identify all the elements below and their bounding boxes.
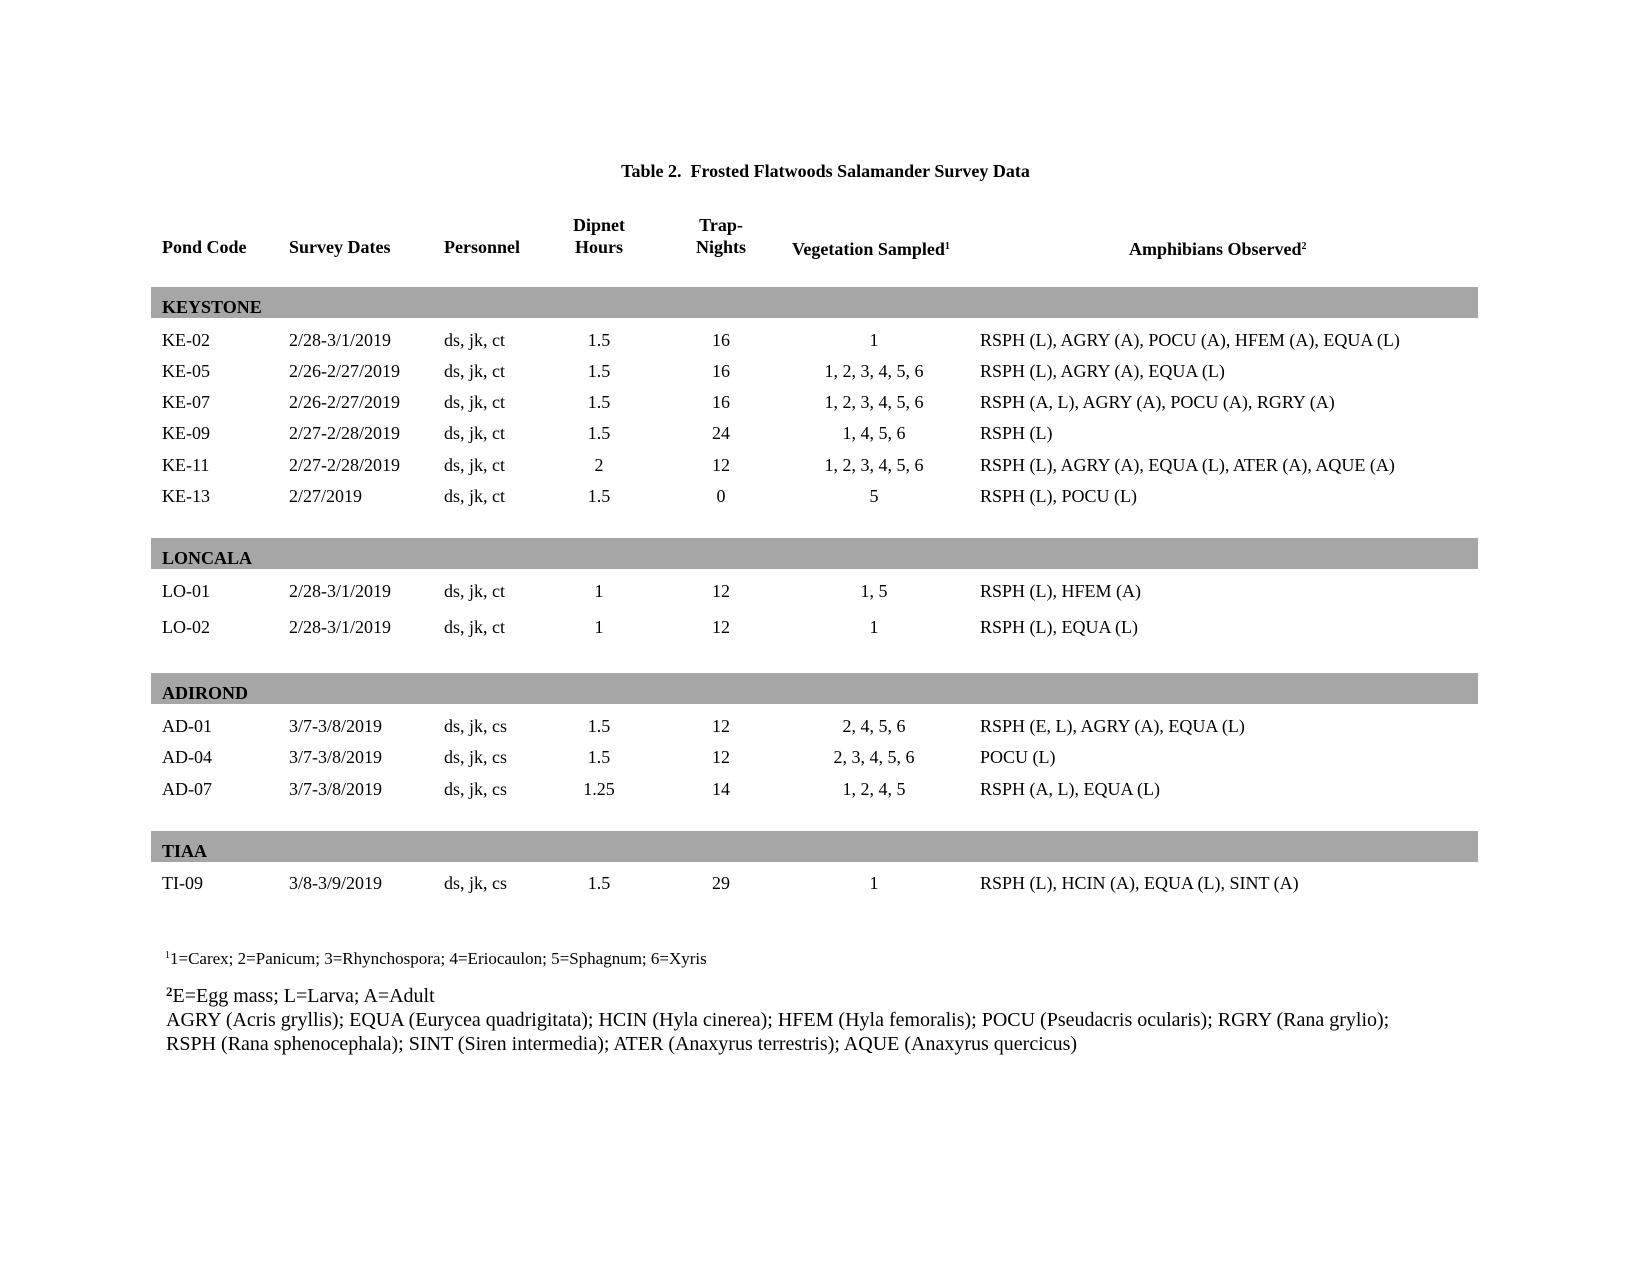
table-row xyxy=(0,779,1651,805)
header-vegetation-sup: 1 xyxy=(944,241,950,252)
cell-vegetation: 1, 2, 4, 5 xyxy=(842,779,906,799)
group-band xyxy=(151,673,1478,704)
cell-amphibians: RSPH (A, L), EQUA (L) xyxy=(980,779,1160,799)
cell-personnel: ds, jk, ct xyxy=(444,361,505,381)
cell-trap-nights: 14 xyxy=(712,779,730,799)
cell-pond-code: LO-01 xyxy=(162,581,210,601)
table-row xyxy=(0,392,1651,418)
cell-vegetation: 5 xyxy=(869,486,879,506)
cell-dipnet-hours: 1.5 xyxy=(587,873,611,893)
cell-amphibians: RSPH (L), EQUA (L) xyxy=(980,617,1138,637)
group-label: ADIROND xyxy=(162,683,249,703)
header-vegetation-label: Vegetation Sampled xyxy=(792,239,945,259)
cell-trap-nights: 16 xyxy=(712,330,730,350)
cell-survey-dates: 3/7-3/8/2019 xyxy=(289,747,382,767)
cell-personnel: ds, jk, ct xyxy=(444,617,505,637)
header-dipnet-line1: Dipnet xyxy=(572,215,625,235)
cell-survey-dates: 2/27/2019 xyxy=(289,486,363,506)
cell-trap-nights: 24 xyxy=(712,423,730,443)
cell-dipnet-hours: 1.5 xyxy=(587,330,611,350)
cell-trap-nights: 29 xyxy=(712,873,730,893)
cell-pond-code: AD-01 xyxy=(162,716,212,736)
page-title: Table 2. Frosted Flatwoods Salamander Survey Data xyxy=(621,161,1030,181)
cell-pond-code: KE-02 xyxy=(162,330,210,350)
cell-personnel: ds, jk, ct xyxy=(444,486,505,506)
cell-amphibians: RSPH (L), HCIN (A), EQUA (L), SINT (A) xyxy=(980,873,1299,893)
cell-vegetation: 1 xyxy=(869,330,879,350)
cell-survey-dates: 2/28-3/1/2019 xyxy=(289,330,391,350)
table-row xyxy=(0,747,1651,773)
footnote1-sup: 1 xyxy=(165,950,170,961)
cell-trap-nights: 12 xyxy=(712,716,730,736)
cell-vegetation: 1, 2, 3, 4, 5, 6 xyxy=(824,455,924,475)
cell-pond-code: KE-13 xyxy=(162,486,210,506)
cell-dipnet-hours: 1 xyxy=(594,581,604,601)
header-trap-line1: Trap- xyxy=(699,215,743,235)
cell-personnel: ds, jk, ct xyxy=(444,455,505,475)
header-amphibians-sup: 2 xyxy=(1301,241,1307,252)
cell-pond-code: AD-04 xyxy=(162,747,212,767)
table-row xyxy=(0,455,1651,481)
table-row xyxy=(0,361,1651,387)
cell-dipnet-hours: 1.5 xyxy=(587,747,611,767)
cell-survey-dates: 2/26-2/27/2019 xyxy=(289,392,400,412)
cell-amphibians: RSPH (A, L), AGRY (A), POCU (A), RGRY (A) xyxy=(980,392,1335,412)
cell-vegetation: 2, 4, 5, 6 xyxy=(842,716,906,736)
cell-pond-code: KE-07 xyxy=(162,392,210,412)
cell-dipnet-hours: 2 xyxy=(594,455,604,475)
group-band xyxy=(151,287,1478,318)
cell-personnel: ds, jk, cs xyxy=(444,716,507,736)
table-row xyxy=(0,581,1651,607)
table-row xyxy=(0,617,1651,643)
cell-vegetation: 2, 3, 4, 5, 6 xyxy=(833,747,915,767)
cell-dipnet-hours: 1.5 xyxy=(587,361,611,381)
header-dipnet-hours xyxy=(549,214,649,258)
cell-dipnet-hours: 1.5 xyxy=(587,423,611,443)
header-amphibians-label: Amphibians Observed xyxy=(1129,239,1302,259)
cell-vegetation: 1 xyxy=(869,873,879,893)
cell-vegetation: 1, 4, 5, 6 xyxy=(842,423,906,443)
header-amphibians-observed xyxy=(1129,236,1307,260)
cell-personnel: ds, jk, cs xyxy=(444,779,507,799)
group-label: TIAA xyxy=(162,841,208,861)
cell-trap-nights: 16 xyxy=(712,361,730,381)
footnote-amphibians xyxy=(166,980,1466,1056)
cell-amphibians: RSPH (L) xyxy=(980,423,1053,443)
cell-personnel: ds, jk, ct xyxy=(444,581,505,601)
cell-amphibians: RSPH (L), AGRY (A), POCU (A), HFEM (A), EQUA (L) xyxy=(980,330,1400,350)
cell-amphibians: RSPH (L), AGRY (A), EQUA (L), ATER (A), AQUE (A) xyxy=(980,455,1395,475)
cell-trap-nights: 12 xyxy=(712,455,730,475)
cell-trap-nights: 0 xyxy=(716,486,726,506)
cell-amphibians: RSPH (L), AGRY (A), EQUA (L) xyxy=(980,361,1225,381)
cell-survey-dates: 3/7-3/8/2019 xyxy=(289,779,382,799)
header-survey-dates: Survey Dates xyxy=(289,237,391,257)
cell-dipnet-hours: 1.25 xyxy=(583,779,615,799)
cell-personnel: ds, jk, ct xyxy=(444,423,505,443)
cell-trap-nights: 12 xyxy=(712,581,730,601)
footnote-vegetation xyxy=(165,949,707,969)
group-label: KEYSTONE xyxy=(162,297,262,317)
footnote2-line2: AGRY (Acris gryllis); EQUA (Eurycea quadrigitata); HCIN (Hyla cinerea); HFEM (Hyla femoralis); POCU (Pseudacris ocularis); RGRY (Rana grylio); xyxy=(166,1009,1390,1031)
header-trap-line2: Nights xyxy=(695,237,746,257)
table-row xyxy=(0,423,1651,449)
table-row xyxy=(0,330,1651,356)
cell-dipnet-hours: 1.5 xyxy=(587,716,611,736)
cell-amphibians: POCU (L) xyxy=(980,747,1056,767)
cell-vegetation: 1 xyxy=(869,617,879,637)
header-vegetation-sampled xyxy=(792,236,950,260)
cell-personnel: ds, jk, ct xyxy=(444,330,505,350)
cell-pond-code: KE-11 xyxy=(162,455,210,475)
group-band xyxy=(151,538,1478,569)
group-label: LONCALA xyxy=(162,548,253,568)
table-row xyxy=(0,716,1651,742)
cell-amphibians: RSPH (E, L), AGRY (A), EQUA (L) xyxy=(980,716,1245,736)
footnote2-sup: 2 xyxy=(166,984,173,999)
cell-amphibians: RSPH (L), HFEM (A) xyxy=(980,581,1142,601)
cell-trap-nights: 16 xyxy=(712,392,730,412)
cell-survey-dates: 2/26-2/27/2019 xyxy=(289,361,400,381)
header-trap-nights xyxy=(671,214,771,258)
cell-survey-dates: 2/27-2/28/2019 xyxy=(289,455,400,475)
footnote1-text: 1=Carex; 2=Panicum; 3=Rhynchospora; 4=Eriocaulon; 5=Sphagnum; 6=Xyris xyxy=(170,949,707,968)
cell-dipnet-hours: 1 xyxy=(594,617,604,637)
footnote2-line3: RSPH (Rana sphenocephala); SINT (Siren intermedia); ATER (Anaxyrus terrestris); AQUE (Anaxyrus quercicus) xyxy=(166,1033,1078,1055)
cell-personnel: ds, jk, cs xyxy=(444,873,507,893)
header-pond-code: Pond Code xyxy=(162,237,247,257)
cell-survey-dates: 3/8-3/9/2019 xyxy=(289,873,382,893)
cell-survey-dates: 2/27-2/28/2019 xyxy=(289,423,400,443)
cell-survey-dates: 3/7-3/8/2019 xyxy=(289,716,382,736)
cell-vegetation: 1, 2, 3, 4, 5, 6 xyxy=(824,361,924,381)
cell-pond-code: TI-09 xyxy=(162,873,203,893)
cell-pond-code: KE-05 xyxy=(162,361,210,381)
header-personnel: Personnel xyxy=(444,237,520,257)
cell-survey-dates: 2/28-3/1/2019 xyxy=(289,581,391,601)
cell-pond-code: LO-02 xyxy=(162,617,210,637)
cell-pond-code: AD-07 xyxy=(162,779,212,799)
cell-survey-dates: 2/28-3/1/2019 xyxy=(289,617,391,637)
cell-amphibians: RSPH (L), POCU (L) xyxy=(980,486,1138,506)
group-band xyxy=(151,831,1478,862)
table-row xyxy=(0,873,1651,899)
header-dipnet-line2: Hours xyxy=(574,237,623,257)
cell-vegetation: 1, 2, 3, 4, 5, 6 xyxy=(824,392,924,412)
cell-trap-nights: 12 xyxy=(712,747,730,767)
cell-dipnet-hours: 1.5 xyxy=(587,486,611,506)
cell-dipnet-hours: 1.5 xyxy=(587,392,611,412)
cell-personnel: ds, jk, cs xyxy=(444,747,507,767)
table-row xyxy=(0,486,1651,512)
cell-vegetation: 1, 5 xyxy=(860,581,888,601)
cell-personnel: ds, jk, ct xyxy=(444,392,505,412)
footnote2-line1-wrap xyxy=(166,980,1466,1008)
cell-pond-code: KE-09 xyxy=(162,423,210,443)
footnote2-line1: E=Egg mass; L=Larva; A=Adult xyxy=(172,985,435,1007)
cell-trap-nights: 12 xyxy=(712,617,730,637)
